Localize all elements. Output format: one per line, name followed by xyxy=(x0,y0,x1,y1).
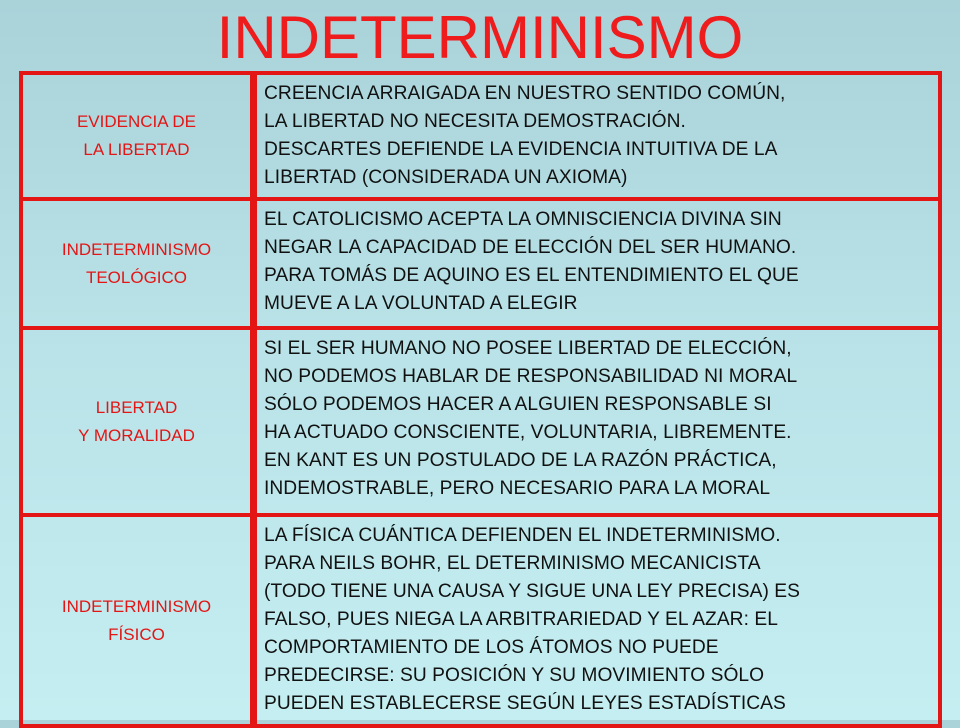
description-line: PARA NEILS BOHR, EL DETERMINISMO MECANICISTA xyxy=(264,553,761,574)
row-label: EVIDENCIA DE LA LIBERTAD xyxy=(76,112,197,159)
slide-title: INDETERMINISMO xyxy=(216,4,744,71)
description-line: SI EL SER HUMANO NO POSEE LIBERTAD DE ELECCIÓN, xyxy=(264,338,792,359)
table-row xyxy=(19,197,942,330)
row-description-cell xyxy=(253,513,942,728)
row-label-cell xyxy=(19,197,254,330)
table-row xyxy=(19,71,942,201)
description-line: CREENCIA ARRAIGADA EN NUESTRO SENTIDO COMÚN, xyxy=(264,83,786,104)
description-line: HA ACTUADO CONSCIENTE, VOLUNTARIA, LIBREMENTE. xyxy=(264,422,792,443)
description-line: LA LIBERTAD NO NECESITA DEMOSTRACIÓN. xyxy=(264,111,686,132)
description-line: PUEDEN ESTABLECERSE SEGÚN LEYES ESTADÍSTICAS xyxy=(264,693,786,714)
description-line: PARA TOMÁS DE AQUINO ES EL ENTENDIMIENTO EL QUE xyxy=(264,265,799,286)
row-label-cell xyxy=(19,71,254,201)
row-label: INDETERMINISMO TEOLÓGICO xyxy=(61,239,212,287)
row-label-cell xyxy=(19,513,254,728)
table-row xyxy=(19,513,942,728)
row-description-cell xyxy=(253,197,942,330)
description-line: INDEMOSTRABLE, PERO NECESARIO PARA LA MORAL xyxy=(264,478,771,499)
content-table xyxy=(19,71,942,720)
row-description-cell xyxy=(253,71,942,201)
description-line: SÓLO PODEMOS HACER A ALGUIEN RESPONSABLE SI xyxy=(264,394,772,415)
row-label: INDETERMINISMO FÍSICO xyxy=(61,596,212,644)
row-label-cell xyxy=(19,326,254,517)
description-line: LIBERTAD (CONSIDERADA UN AXIOMA) xyxy=(264,167,628,188)
description-line: NEGAR LA CAPACIDAD DE ELECCIÓN DEL SER HUMANO. xyxy=(264,237,797,258)
description-line: PREDECIRSE: SU POSICIÓN Y SU MOVIMIENTO SÓLO xyxy=(264,665,765,686)
description-line: COMPORTAMIENTO DE LOS ÁTOMOS NO PUEDE xyxy=(264,637,719,658)
row-label: LIBERTAD Y MORALIDAD xyxy=(78,397,195,445)
description-line: EN KANT ES UN POSTULADO DE LA RAZÓN PRÁCTICA, xyxy=(264,450,777,471)
row-description-cell xyxy=(253,326,942,517)
description-line: FALSO, PUES NIEGA LA ARBITRARIEDAD Y EL AZAR: EL xyxy=(264,609,778,630)
table-row xyxy=(19,326,942,517)
description-line: MUEVE A LA VOLUNTAD A ELEGIR xyxy=(264,293,578,314)
description-line: NO PODEMOS HABLAR DE RESPONSABILIDAD NI MORAL xyxy=(264,366,798,387)
description-line: DESCARTES DEFIENDE LA EVIDENCIA INTUITIVA DE LA xyxy=(264,139,778,160)
description-line: EL CATOLICISMO ACEPTA LA OMNISCIENCIA DIVINA SIN xyxy=(264,209,782,230)
description-line: LA FÍSICA CUÁNTICA DEFIENDEN EL INDETERMINISMO. xyxy=(264,525,781,546)
description-line: (TODO TIENE UNA CAUSA Y SIGUE UNA LEY PRECISA) ES xyxy=(264,581,800,602)
